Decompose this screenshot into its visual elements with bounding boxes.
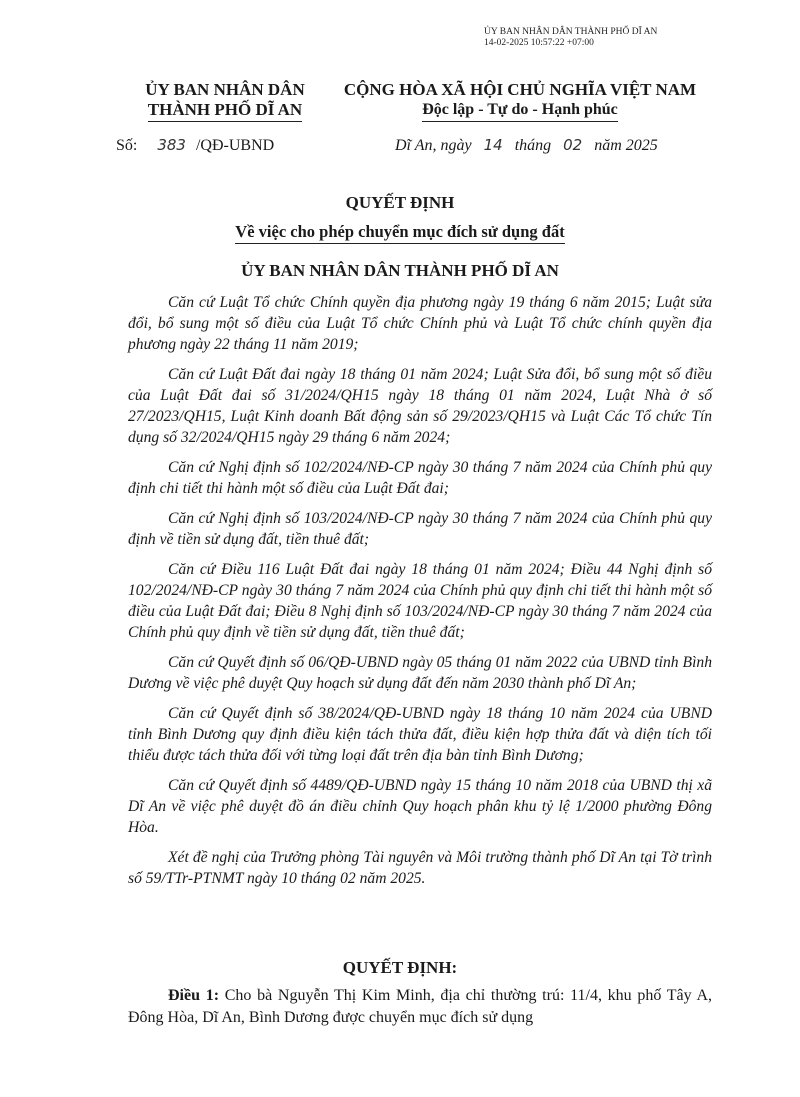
national-header: [320, 80, 720, 122]
date-month-word: tháng: [514, 137, 552, 154]
agency-line-1: ỦY BAN NHÂN DÂN: [145, 80, 305, 99]
date-month: 02: [563, 136, 583, 154]
article-1-label: Điều 1:: [168, 987, 220, 1004]
paragraph: Căn cứ Luật Tổ chức Chính quyền địa phương ngày 19 tháng 6 năm 2015; Luật sửa đổi, bổ sung một số điều của Luật Tổ chức Chính phủ và Luật Tổ chức chính quyền địa phương ngày 22 tháng 11 năm 2019;: [128, 294, 712, 353]
paragraph: Căn cứ Điều 116 Luật Đất đai ngày 18 tháng 01 năm 2024; Điều 44 Nghị định số 102/2024/NĐ-CP ngày 30 tháng 7 năm 2024 của Chính phủ quy định chi tiết thi hành một số điều của Luật Đất đai; Điều 8 Nghị định số 103/2024/NĐ-CP ngày 30 tháng 7 năm 2024 của Chính phủ quy định về tiền sử dụng đất, tiền thuê đất;: [128, 561, 712, 641]
legal-basis: [128, 292, 712, 898]
decision-subtitle: [0, 222, 800, 244]
decision-heading: QUYẾT ĐỊNH:: [342, 958, 458, 977]
paragraph: Căn cứ Luật Đất đai ngày 18 tháng 01 năm 2024; Luật Sửa đổi, bổ sung một số điều của Luật Đất đai số 31/2024/QH15 ngày 18 tháng 01 năm 2024, Luật Nhà ở số 27/2023/QH15, Luật Kinh doanh Bất động sản số 29/2023/QH15 và Luật Các Tổ chức Tín dụng số 32/2024/QH15 ngày 29 tháng 6 năm 2024;: [128, 366, 712, 446]
paragraph: Căn cứ Nghị định số 102/2024/NĐ-CP ngày 30 tháng 7 năm 2024 của Chính phủ quy định chi tiết thi hành một số điều của Luật Đất đai;: [128, 459, 712, 497]
agency-line-2: THÀNH PHỐ DĨ AN: [148, 100, 302, 122]
number-prefix: Số:: [116, 137, 138, 154]
national-title: CỘNG HÒA XÃ HỘI CHỦ NGHĨA VIỆT NAM: [343, 80, 697, 99]
paragraph: Căn cứ Quyết định số 38/2024/QĐ-UBND ngày 18 tháng 10 năm 2024 của UBND tỉnh Bình Dương quy định điều kiện tách thửa đất, điều kiện hợp thửa đất và diện tích tối thiểu được tách thửa đối với từng loại đất trên địa bàn tỉnh Bình Dương;: [128, 705, 712, 764]
date-day: 14: [483, 136, 503, 154]
stamp-line-2: 14-02-2025 10:57:22 +07:00: [484, 38, 594, 48]
issue-date: [395, 136, 658, 155]
paragraph: Xét đề nghị của Trưởng phòng Tài nguyên và Môi trường thành phố Dĩ An tại Tờ trình số 59/TTr-PTNMT ngày 10 tháng 02 năm 2025.: [128, 849, 712, 887]
national-motto: Độc lập - Tự do - Hạnh phúc: [422, 100, 618, 122]
stamp-line-1: ỦY BAN NHÂN DÂN THÀNH PHỐ DĨ AN: [484, 27, 658, 37]
issuing-agency: [100, 80, 350, 122]
digital-signature-stamp: [484, 27, 657, 49]
paragraph: Căn cứ Quyết định số 06/QĐ-UBND ngày 05 tháng 01 năm 2022 của UBND tỉnh Bình Dương về việc phê duyệt Quy hoạch sử dụng đất đến năm 2030 thành phố Dĩ An;: [128, 654, 712, 692]
paragraph: Căn cứ Quyết định số 4489/QĐ-UBND ngày 15 tháng 10 năm 2018 của UBND thị xã Dĩ An về việc phê duyệt đồ án điều chỉnh Quy hoạch phân khu tỷ lệ 1/2000 phường Đông Hòa.: [128, 777, 712, 836]
decision-title: QUYẾT ĐỊNH: [345, 193, 455, 212]
date-prefix: Dĩ An, ngày: [395, 137, 472, 154]
number-value: 383: [157, 136, 186, 154]
authority-heading: ỦY BAN NHÂN DÂN THÀNH PHỐ DĨ AN: [241, 261, 559, 280]
document-number: [116, 136, 274, 155]
paragraph: Căn cứ Nghị định số 103/2024/NĐ-CP ngày 30 tháng 7 năm 2024 của Chính phủ quy định về tiền sử dụng đất, tiền thuê đất;: [128, 510, 712, 548]
article-1-text: Cho bà Nguyễn Thị Kim Minh, địa chỉ thường trú: 11/4, khu phố Tây A, Đông Hòa, Dĩ An, Bình Dương được chuyển mục đích sử dụng: [128, 987, 712, 1026]
article-1: [128, 985, 712, 1029]
subtitle-text: Về việc cho phép chuyển mục đích sử dụng đất: [235, 222, 564, 244]
number-suffix: /QĐ-UBND: [195, 137, 275, 154]
date-year: năm 2025: [594, 137, 658, 154]
